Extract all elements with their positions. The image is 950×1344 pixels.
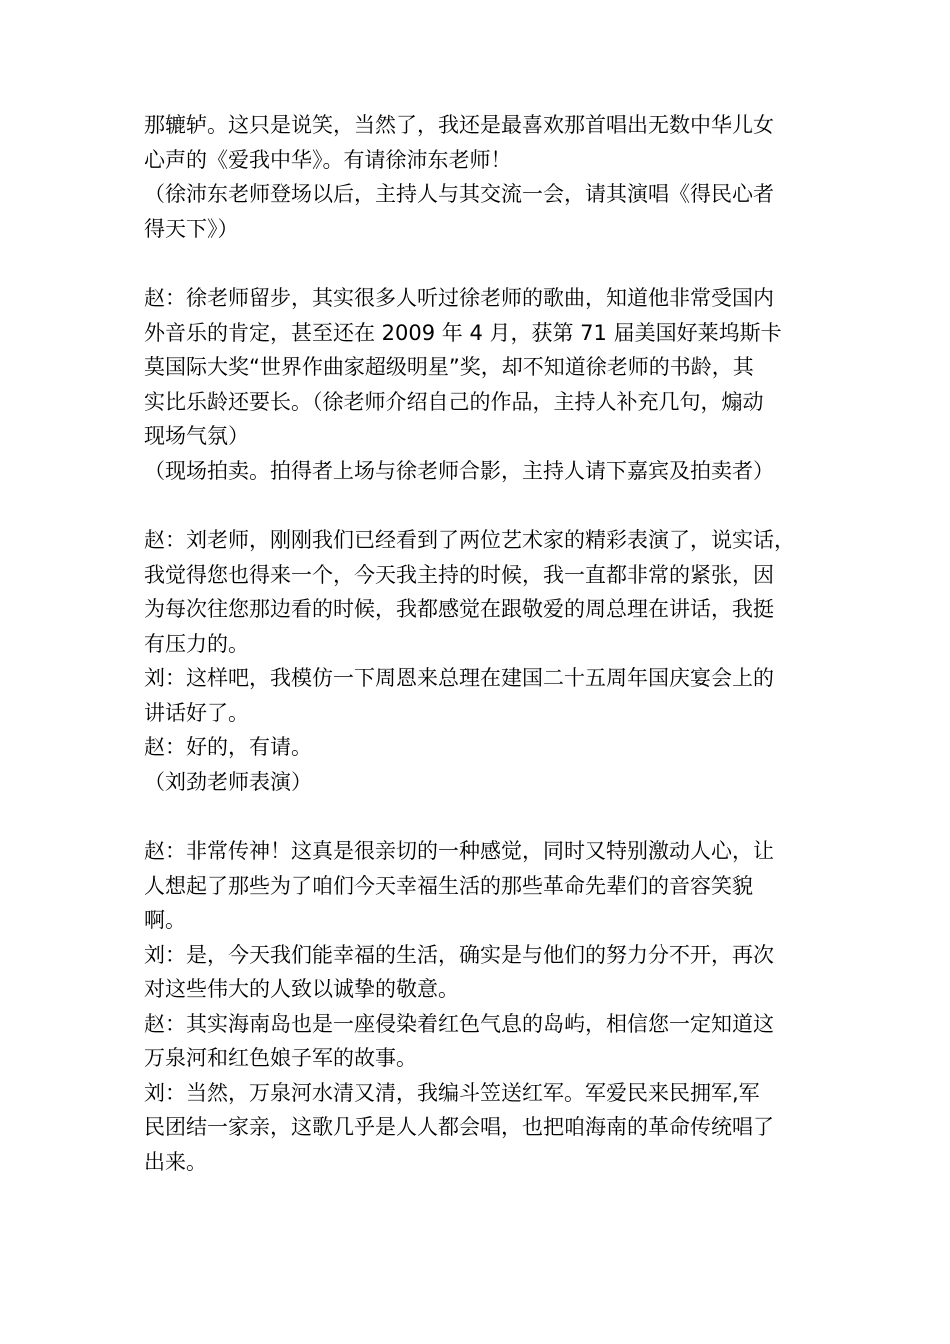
- dialogue-liu: [144, 661, 812, 730]
- stage-direction: [144, 454, 812, 489]
- text-line: 实比乐龄还要长。（徐老师介绍自己的作品，主持人补充几句，煽动: [144, 389, 764, 414]
- text-line: 啊。: [144, 908, 186, 932]
- text-line: 讲话好了。: [144, 700, 249, 725]
- text-line: 赵：非常传神！这真是很亲切的一种感觉，同时又特别激动人心，让: [144, 839, 774, 863]
- text-line: 刘：是，今天我们能幸福的生活，确实是与他们的努力分不开，再次: [144, 942, 774, 967]
- dialogue-liu: [144, 938, 812, 1007]
- text-line: 刘：这样吧，我模仿一下周恩来总理在建国二十五周年国庆宴会上的: [144, 666, 774, 690]
- dialogue-zhao: [144, 523, 812, 661]
- text-line: 现场气氛）: [144, 424, 249, 448]
- text-line: （徐沛东老师登场以后，主持人与其交流一会，请其演唱《得民心者: [144, 182, 774, 206]
- text-line: 我觉得您也得来一个，今天我主持的时候，我一直都非常的紧张，因: [144, 562, 774, 587]
- paragraph-gap: [144, 799, 812, 834]
- text-line: 为每次往您那边看的时候，我都感觉在跟敬爱的周总理在讲话，我挺: [144, 597, 774, 621]
- text-line: 心声的《爱我中华》。有请徐沛东老师！: [144, 147, 512, 172]
- text-line: 赵：好的，有请。: [144, 735, 312, 759]
- stage-direction: [144, 177, 812, 246]
- text-line: （刘劲老师表演）: [144, 769, 312, 794]
- text-line: （现场拍卖。拍得者上场与徐老师合影，主持人请下嘉宾及拍卖者）: [144, 458, 774, 483]
- document-body: [144, 108, 812, 1179]
- text-line: 对这些伟大的人致以诚挚的敬意。: [144, 977, 459, 1001]
- paragraph-gap: [144, 246, 812, 281]
- text-line: 莫国际大奖“世界作曲家超级明星”奖，却不知道徐老师的书龄，其: [144, 355, 754, 379]
- text-line: 那辘轳。这只是说笑，当然了，我还是最喜欢那首唱出无数中华儿女: [144, 113, 774, 137]
- text-line: 人想起了那些为了咱们今天幸福生活的那些革命先辈们的音容笑貌: [144, 873, 753, 898]
- dialogue-zhao: [144, 1007, 812, 1076]
- dialogue-zhao: [144, 730, 812, 765]
- text-line: 万泉河和红色娘子军的故事。: [144, 1046, 417, 1070]
- text-line: 赵：徐老师留步，其实很多人听过徐老师的歌曲，知道他非常受国内: [144, 286, 774, 310]
- dialogue-liu: [144, 1076, 812, 1180]
- paragraph-gap: [144, 488, 812, 523]
- stage-direction: [144, 765, 812, 800]
- dialogue-zhao: [144, 281, 812, 454]
- text-line: 民团结一家亲，这歌几乎是人人都会唱，也把咱海南的革命传统唱了: [144, 1115, 774, 1139]
- text-line: 外音乐的肯定，甚至还在 2009 年 4 月，获第 71 届美国好莱坞斯卡: [144, 320, 782, 345]
- text-line: 刘：当然，万泉河水清又清，我编斗笠送红军。军爱民来民拥军,军: [144, 1080, 760, 1105]
- dialogue-zhao: [144, 834, 812, 938]
- text-line: 出来。: [144, 1149, 207, 1174]
- text-line: 得天下》）: [144, 216, 239, 241]
- text-line: 赵：刘老师，刚刚我们已经看到了两位艺术家的精彩表演了，说实话，: [144, 528, 795, 552]
- paragraph-intro: [144, 108, 812, 177]
- text-line: 赵：其实海南岛也是一座侵染着红色气息的岛屿，相信您一定知道这: [144, 1011, 774, 1036]
- text-line: 有压力的。: [144, 631, 249, 656]
